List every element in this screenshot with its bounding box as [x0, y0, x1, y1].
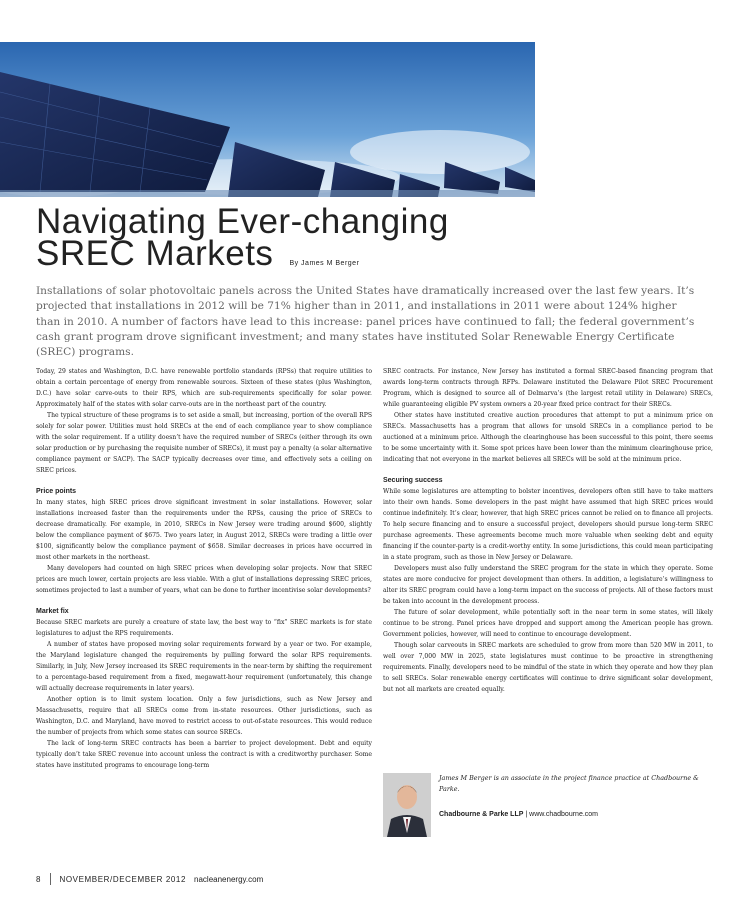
page-footer: [36, 872, 263, 886]
paragraph: Other states have instituted creative auction procedures that attempt to put a minimum price on SRECs. Massachusetts has a program that allows for unsold SRECs in a compliance period to be auctioned at a minimum price. Although the clearinghouse has been successful to this point, there seems to be some uncertainty with it. Some spot prices have been lower than the minimum clearinghouse price, indicating that not everyone in the market believes all SRECs will be sold at the minimum price.: [383, 412, 713, 463]
paragraph: In many states, high SREC prices drove significant investment in solar installations. However, solar installations increased faster than the requirements under the RPSs, causing the price of SRECs to decrease dramatically. For example, in 2010, SRECs in New Jersey were trading around $600, slightly below the compliance payment of $675. Two years later, in August 2012, SRECs were trading a little over $100, significantly below the compliance payment of $658. Similar decreases in prices have occurred in most other markets in the northeast.: [36, 499, 372, 561]
paragraph: Many developers had counted on high SREC prices when developing solar projects. Now that SREC prices are much lower, certain projects are less viable. With a glut of installations depressing SREC prices, sometimes projected to last a number of years, what can be done to further incentivise solar developments?: [36, 565, 372, 594]
paragraph: The typical structure of these programs is to set aside a small, but increasing, portion of the overall RPS solely for solar power. Utilities must hold SRECs at the end of each compliance year to show compliance with the solar requirement. If a utility doesn’t have the required number of SRECs (either through its own solar production or by purchasing the requisite number of SRECs), it must pay a penalty (a solar alternative compliance payment or SACP). The SACP typically decreases over time, and effectively sets a ceiling on SREC prices.: [36, 412, 372, 474]
article-title: [36, 202, 449, 280]
author-bio: [383, 773, 713, 839]
section-heading-price-points: Price points: [36, 488, 77, 495]
section-heading-securing-success: Securing success: [383, 477, 443, 484]
page-number: 8: [36, 874, 41, 884]
site-link[interactable]: nacleanenergy.com: [194, 874, 264, 884]
paragraph: The future of solar development, while potentially soft in the near term in some states, will likely continue to be strong. Panel prices have dropped and support among the American people has grown. Government policies, however, will need to continue to encourage development.: [383, 609, 713, 638]
paragraph: Though solar carveouts in SREC markets are scheduled to grow from more than 520 MW in 2011, to well over 7,000 MW in 2025, state legislatures must continue to be proactive in strengthening requirements. Finally, developers need to be mindful of the state in which they operate and how they plan to sell SRECs. Solar renewable energy certificates will continue to drive significant solar development, but not all markets are created equally.: [383, 642, 713, 693]
paragraph: While some legislatures are attempting to bolster incentives, developers often still have to take matters into their own hands. Some developers in the past might have assumed that high SREC prices would continue indefinitely. It’s clear, however, that high SREC prices cannot be relied on to finance all projects. To help secure financing and to ensure a successful project, developers should pursue long-term SREC purchase agreements. These agreements become much more valuable when seeking debt and equity financing if the counter-party is a credit-worthy entity. In some jurisdictions, this could mean participating in a state program, such as those in New Jersey or Delaware.: [383, 488, 713, 561]
paragraph: Developers must also fully understand the SREC program for the state in which they operate. Some states are more conducive for project development than others. In addition, a legislature’s willingness to alter its SREC program could have a long-term impact on the success of projects. All of these factors must be taken into account in the development process.: [383, 565, 713, 605]
paragraph: Another option is to limit system location. Only a few jurisdictions, such as New Jersey and Massachusetts, require that all SRECs come from in-state resources. Other jurisdictions, such as Washington, D.C. and Maryland, have moved to restrict access to out-of-state resources. This would reduce the number of projects from which some states can source SRECs.: [36, 696, 372, 736]
footer-divider: [50, 873, 51, 885]
firm-credit: [439, 811, 598, 818]
issue-date: NOVEMBER/DECEMBER 2012: [59, 874, 187, 884]
byline: By James M Berger: [289, 260, 360, 267]
firm-url-link[interactable]: www.chadbourne.com: [529, 811, 599, 818]
title-line-2: SREC Markets: [36, 234, 274, 273]
separator: |: [525, 811, 528, 818]
section-heading-market-fix: Market fix: [36, 608, 69, 615]
author-photo: [383, 773, 431, 837]
lede-paragraph: Installations of solar photovoltaic panels across the United States have dramatically increased over the last few years. It’s projected that installations in 2012 will be 71% higher than in 2011, and installations in 2011 were about 124% higher than in 2010. A number of factors have lead to this increase: panel prices have continued to fall; the federal government’s cash grant program drove significant investment; and many states have instituted Solar Renewable Energy Certificate (SREC) programs.: [36, 285, 695, 359]
paragraph: SREC contracts. For instance, New Jersey has instituted a formal SREC-based financing program that awards long-term contracts through RFPs. Delaware instituted the Delaware Pilot SREC Procurement Program, which is designed to source all of Delmarva’s (the largest retail utility in Delaware) SRECs, while guaranteeing eligible PV system owners a 20-year fixed price contract for their SRECs.: [383, 368, 713, 408]
paragraph: Because SREC markets are purely a creature of state law, the best way to “fix” SREC markets is for state legislatures to adjust the RPS requirements.: [36, 619, 372, 637]
paragraph: The lack of long-term SREC contracts has been a barrier to project development. Debt and equity typically don’t take SREC revenue into account unless the contract is with a creditworthy purchaser. Some states have instituted programs to encourage long-term: [36, 740, 372, 769]
author-bio-text: James M Berger is an associate in the project finance practice at Chadbourne & Parke.: [439, 774, 699, 793]
paragraph: Today, 29 states and Washington, D.C. have renewable portfolio standards (RPSs) that require utilities to obtain a certain percentage of energy from renewable sources. Sixteen of these states (plus Washington, D.C.) have solar carve-outs to their RPS, which are sub-requirements specifically for solar power. Approximately half of the states with solar carve-outs are in the northeast part of the country.: [36, 368, 372, 408]
right-column: [383, 366, 713, 695]
hero-solar-panels-image: [0, 42, 535, 197]
left-column: [36, 366, 372, 771]
paragraph: A number of states have proposed moving solar requirements forward by a year or two. For example, the Maryland legislature changed the requirements by pulling forward the solar RPS requirements. Similarly, in July, New Jersey increased its SREC requirements in the near-term by shifting the requirement to a percentage-based requirement from a fixed, megawatt-hour requirement (unfortunately, this change will actually decrease requirements in later years).: [36, 641, 372, 692]
title-line-1: Navigating Ever-changing: [36, 202, 449, 241]
firm-name: Chadbourne & Parke LLP: [439, 811, 524, 818]
